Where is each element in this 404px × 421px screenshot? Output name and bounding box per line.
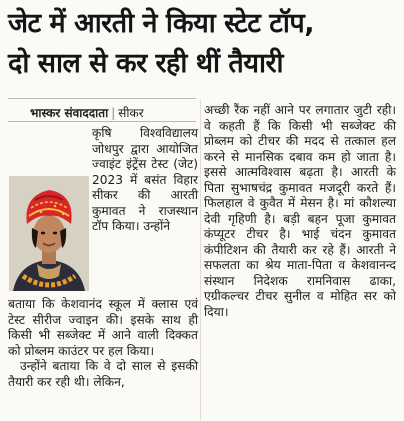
byline-rule <box>8 121 196 122</box>
reporter-name: भास्कर संवाददाता <box>30 106 109 120</box>
article-paragraph-1-end: बताया कि केशवानंद स्कूल में क्लास एवं टेस्ट सीरीज ज्वाइन की। इसके साथ ही किसी भी सब्जेक्ट में आने वाली दिक्कत को प्रोब्लम काउंटर पर हल किया। <box>8 297 198 358</box>
column-divider <box>200 100 201 420</box>
byline-separator: | <box>111 106 116 120</box>
article-right-column <box>204 103 396 320</box>
headline-line-2: दो साल से कर रही थीं तैयारी <box>8 48 284 79</box>
headline-line-1: जेट में आरती ने किया स्टेट टॉप, <box>8 8 314 39</box>
article-right-text: अच्छी रैंक नहीं आने पर लगातार जुटी रही। वे कहती हैं कि किसी भी सब्जेक्ट की प्रोब्लम को टीचर की मदद से तत्काल हल करने से मानसिक दबाव कम हो जाता है। इससे आत्मविश्वास बढ़ता है। आरती के पिता सुभाषचंद्र कुमावत मजदूरी करते हैं। फिलहाल वे कुवैत में मेसन है। मां कौशल्या देवी गृहिणी है। बड़ी बहन पूजा कुमावत कंप्यूटर टीचर है। भाई चंदन कुमावत कंपीटिशन की तैयारी कर रहे हैं। आरती ने सफलता का श्रेय माता-पिता व केशवानन्द संस्थान निदेशक रामनिवास ढाका, एग्रीकल्चर टीचर सुनील व मोहित सर को दिया। <box>204 103 396 319</box>
byline <box>30 104 144 121</box>
article-paragraph-2: उन्होंने बताया कि वे दो साल से इसकी तैयारी कर रही थी। लेकिन, <box>8 359 198 389</box>
dateline-place: सीकर <box>118 106 144 120</box>
article-intro: कृषि विश्वविद्यालय जोधपुर द्वारा आयोजित ज्वाइंट इंट्रेंस टेस्ट (जेट) 2023 में बसंत विहार सीकर की आरती कुमावत ने राजस्थान टॉप किया। उन्होंने <box>92 126 198 233</box>
article-left-bottom <box>8 297 198 390</box>
headline <box>8 4 398 84</box>
top-rule <box>8 98 196 99</box>
